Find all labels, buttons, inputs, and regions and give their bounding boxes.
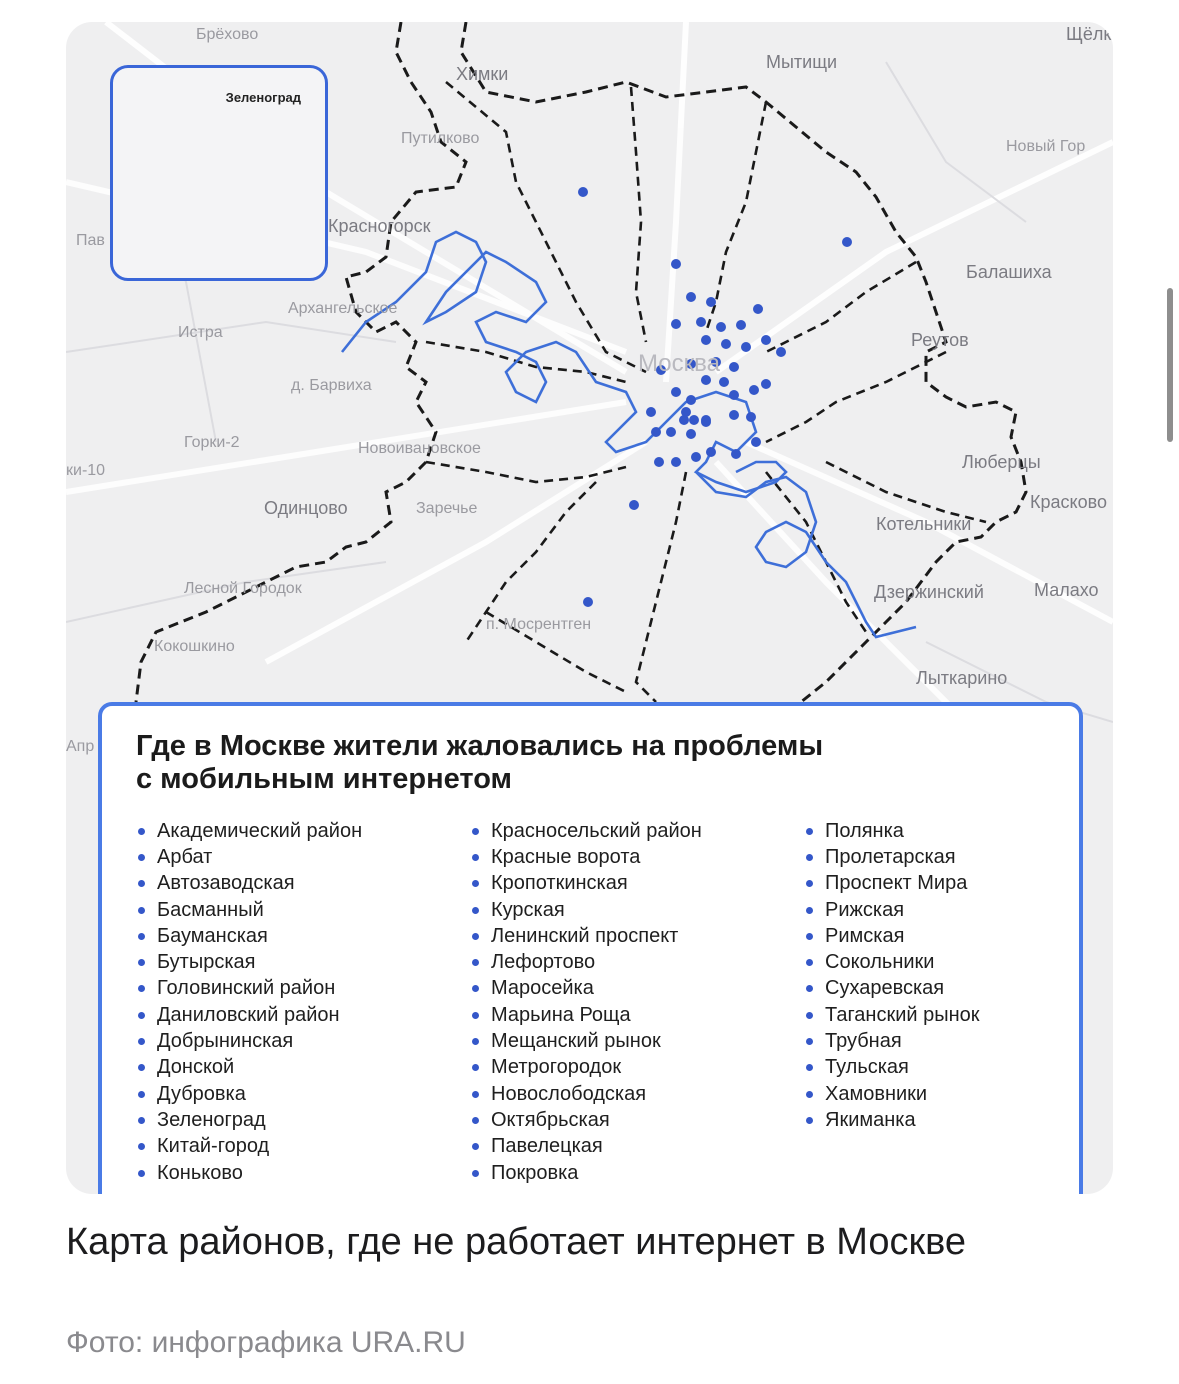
place-label: ки-10 bbox=[66, 462, 106, 479]
legend-item bbox=[472, 1081, 702, 1107]
zelenograd-inset-frame bbox=[110, 65, 328, 281]
legend-column-1 bbox=[138, 818, 362, 1186]
bullet-dot-icon bbox=[138, 880, 145, 887]
legend-item bbox=[806, 818, 980, 844]
place-label: Москва bbox=[638, 350, 720, 377]
place-label: Мытищи bbox=[766, 52, 838, 72]
legend-item bbox=[472, 818, 702, 844]
legend-item-label: Метрогородок bbox=[491, 1056, 622, 1079]
legend-item bbox=[138, 1002, 362, 1028]
legend-item bbox=[472, 1002, 702, 1028]
place-label: Щёлк bbox=[1066, 24, 1112, 44]
legend-item bbox=[138, 1107, 362, 1133]
bullet-dot-icon bbox=[806, 1117, 813, 1124]
legend-item bbox=[472, 949, 702, 975]
legend-item bbox=[472, 1134, 702, 1160]
legend-item bbox=[138, 976, 362, 1002]
place-label: Пав bbox=[76, 232, 105, 249]
legend-item-label: Сокольники bbox=[825, 951, 935, 974]
place-label: п. Мосрентген bbox=[486, 616, 592, 633]
legend-item-label: Полянка bbox=[825, 819, 904, 842]
bullet-dot-icon bbox=[472, 854, 479, 861]
bullet-dot-icon bbox=[138, 828, 145, 835]
bullet-dot-icon bbox=[806, 959, 813, 966]
legend-item bbox=[138, 818, 362, 844]
bullet-dot-icon bbox=[806, 1091, 813, 1098]
legend-item-label: Красные ворота bbox=[491, 845, 641, 868]
place-label: Лыткарино bbox=[916, 668, 1008, 688]
legend-item bbox=[138, 1081, 362, 1107]
legend-item-label: Курская bbox=[491, 898, 565, 921]
legend-item bbox=[472, 844, 702, 870]
place-label: Химки bbox=[456, 64, 509, 84]
legend-item-label: Ленинский проспект bbox=[491, 924, 679, 947]
legend-item bbox=[806, 897, 980, 923]
bullet-dot-icon bbox=[472, 1117, 479, 1124]
place-label: д. Барвиха bbox=[291, 377, 372, 394]
bullet-dot-icon bbox=[138, 933, 145, 940]
place-label: Котельники bbox=[876, 514, 972, 534]
legend-item bbox=[806, 976, 980, 1002]
legend-item-label: Китай-город bbox=[157, 1135, 270, 1158]
legend-title-line-1: Где в Москве жители жаловались на проблемы bbox=[136, 730, 824, 762]
legend-item-label: Якиманка bbox=[825, 1108, 916, 1131]
bullet-dot-icon bbox=[138, 907, 145, 914]
bullet-dot-icon bbox=[472, 959, 479, 966]
place-label: Люберцы bbox=[962, 452, 1041, 472]
bullet-dot-icon bbox=[138, 959, 145, 966]
legend-item bbox=[138, 897, 362, 923]
bullet-dot-icon bbox=[472, 1143, 479, 1150]
place-label: Горки-2 bbox=[184, 434, 240, 451]
bullet-dot-icon bbox=[806, 1012, 813, 1019]
bullet-dot-icon bbox=[138, 1064, 145, 1071]
legend-item-label: Красносельский район bbox=[491, 819, 702, 842]
bullet-dot-icon bbox=[472, 933, 479, 940]
bullet-dot-icon bbox=[138, 1038, 145, 1045]
place-label: Лесной Городок bbox=[184, 580, 302, 597]
scrollbar[interactable] bbox=[1163, 0, 1179, 1384]
legend-item bbox=[138, 844, 362, 870]
place-label: Новый Гор bbox=[1006, 138, 1086, 155]
legend-item bbox=[138, 1134, 362, 1160]
bullet-dot-icon bbox=[472, 907, 479, 914]
bullet-dot-icon bbox=[806, 828, 813, 835]
legend-item-label: Донской bbox=[157, 1056, 235, 1079]
bullet-dot-icon bbox=[138, 1117, 145, 1124]
place-label: Новоивановское bbox=[358, 440, 481, 457]
legend-item bbox=[472, 923, 702, 949]
legend-item bbox=[138, 1055, 362, 1081]
legend-item-label: Покровка bbox=[491, 1161, 579, 1184]
legend-item-label: Рижская bbox=[825, 898, 905, 921]
place-label: Заречье bbox=[416, 500, 478, 517]
legend-item-label: Лефортово bbox=[491, 951, 596, 974]
place-label: Дзержинский bbox=[874, 582, 984, 602]
bullet-dot-icon bbox=[472, 828, 479, 835]
legend-item-label: Дубровка bbox=[157, 1082, 246, 1105]
bullet-dot-icon bbox=[138, 1170, 145, 1177]
legend-item bbox=[138, 923, 362, 949]
bullet-dot-icon bbox=[138, 1091, 145, 1098]
legend-item bbox=[806, 1081, 980, 1107]
legend-item bbox=[806, 844, 980, 870]
bullet-dot-icon bbox=[806, 933, 813, 940]
legend-item bbox=[806, 1028, 980, 1054]
place-label: Архангельское bbox=[288, 300, 398, 317]
image-caption: Карта районов, где не работает интернет в Москве bbox=[66, 1221, 967, 1263]
legend-item-label: Басманный bbox=[157, 898, 264, 921]
legend-item-label: Бутырская bbox=[157, 951, 256, 974]
bullet-dot-icon bbox=[806, 1038, 813, 1045]
bullet-dot-icon bbox=[472, 1091, 479, 1098]
bullet-dot-icon bbox=[138, 854, 145, 861]
legend-item-label: Октябрьская bbox=[491, 1108, 610, 1131]
legend-item-label: Хамовники bbox=[825, 1082, 928, 1105]
inset-label: Зеленоград bbox=[225, 90, 301, 105]
legend-panel bbox=[98, 702, 1083, 1194]
legend-item-label: Арбат bbox=[157, 845, 213, 868]
infographic-image[interactable] bbox=[66, 22, 1113, 1194]
legend-item bbox=[472, 1107, 702, 1133]
legend-item-label: Пролетарская bbox=[825, 845, 956, 868]
legend-item bbox=[138, 1028, 362, 1054]
legend-item bbox=[472, 1160, 702, 1186]
legend-item bbox=[138, 949, 362, 975]
place-label: Красково bbox=[1030, 492, 1107, 512]
place-label: Красногорск bbox=[328, 216, 431, 236]
place-label: Реутов bbox=[911, 330, 969, 350]
bullet-dot-icon bbox=[472, 985, 479, 992]
legend-item-label: Даниловский район bbox=[157, 1003, 340, 1026]
legend-item bbox=[806, 923, 980, 949]
legend-item-label: Автозаводская bbox=[157, 872, 295, 895]
place-label: Одинцово bbox=[264, 498, 348, 518]
legend-item bbox=[806, 871, 980, 897]
legend-item-label: Кропоткинская bbox=[491, 872, 628, 895]
bullet-dot-icon bbox=[472, 880, 479, 887]
legend-item-label: Тульская bbox=[825, 1056, 909, 1079]
place-label: Кокошкино bbox=[154, 638, 235, 655]
legend-item-label: Павелецкая bbox=[491, 1135, 603, 1158]
place-label: Балашиха bbox=[966, 262, 1052, 282]
place-label: Апр bbox=[66, 738, 95, 755]
legend-item-label: Коньково bbox=[157, 1161, 243, 1184]
bullet-dot-icon bbox=[138, 985, 145, 992]
legend-item bbox=[472, 1055, 702, 1081]
bullet-dot-icon bbox=[138, 1012, 145, 1019]
legend-item-label: Бауманская bbox=[157, 924, 268, 947]
bullet-dot-icon bbox=[806, 1064, 813, 1071]
bullet-dot-icon bbox=[806, 854, 813, 861]
place-label: Путилково bbox=[401, 130, 480, 147]
bullet-dot-icon bbox=[472, 1064, 479, 1071]
bullet-dot-icon bbox=[806, 985, 813, 992]
photo-credit: Фото: инфографика URA.RU bbox=[66, 1326, 466, 1359]
scrollbar-thumb[interactable] bbox=[1167, 288, 1173, 442]
legend-item-label: Сухаревская bbox=[825, 977, 945, 1000]
legend-item bbox=[472, 976, 702, 1002]
legend-item-label: Головинский район bbox=[157, 977, 336, 1000]
legend-item-label: Таганский рынок bbox=[825, 1003, 980, 1026]
legend-item bbox=[138, 871, 362, 897]
legend-item bbox=[138, 1160, 362, 1186]
bullet-dot-icon bbox=[472, 1038, 479, 1045]
bullet-dot-icon bbox=[806, 907, 813, 914]
legend-item bbox=[806, 1107, 980, 1133]
legend-item-label: Трубная bbox=[825, 1030, 902, 1053]
legend-item-label: Маросейка bbox=[491, 977, 594, 1000]
legend-item-label: Проспект Мира bbox=[825, 872, 968, 895]
legend-item-label: Римская bbox=[825, 924, 905, 947]
legend-column-3 bbox=[806, 818, 980, 1134]
legend-item-label: Мещанский рынок bbox=[491, 1030, 661, 1053]
legend-item bbox=[806, 1055, 980, 1081]
place-label: Брёхово bbox=[196, 26, 259, 43]
legend-item bbox=[806, 949, 980, 975]
place-label: Малахо bbox=[1034, 580, 1099, 600]
legend-item bbox=[472, 897, 702, 923]
bullet-dot-icon bbox=[472, 1012, 479, 1019]
place-label: Истра bbox=[178, 324, 223, 341]
legend-item bbox=[472, 871, 702, 897]
legend-item-label: Марьина Роща bbox=[491, 1003, 631, 1026]
legend-title-line-2: с мобильным интернетом bbox=[136, 763, 513, 795]
bullet-dot-icon bbox=[138, 1143, 145, 1150]
bullet-dot-icon bbox=[806, 880, 813, 887]
legend-item-label: Добрынинская bbox=[157, 1030, 294, 1053]
legend-item-label: Зеленоград bbox=[157, 1108, 266, 1131]
legend-item bbox=[806, 1002, 980, 1028]
legend-item bbox=[472, 1028, 702, 1054]
legend-item-label: Новослободская bbox=[491, 1082, 647, 1105]
legend-column-2 bbox=[472, 818, 702, 1186]
bullet-dot-icon bbox=[472, 1170, 479, 1177]
legend-item-label: Академический район bbox=[157, 819, 363, 842]
legend-title bbox=[136, 730, 1036, 796]
